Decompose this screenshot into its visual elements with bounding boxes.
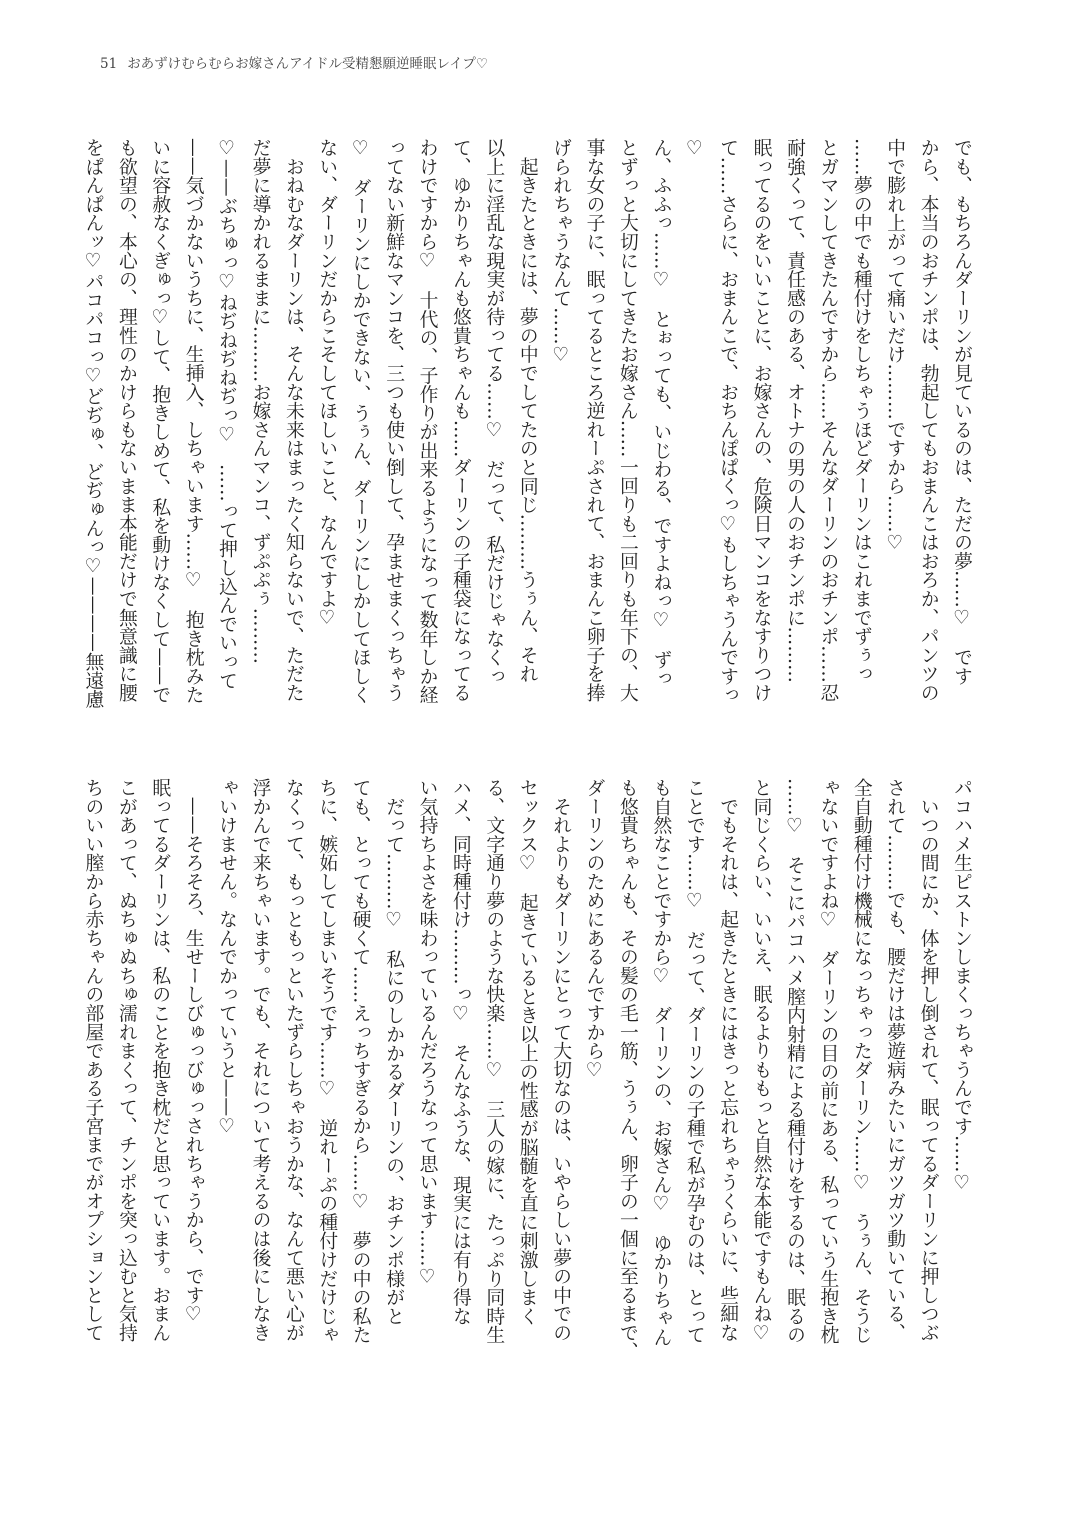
text-column: ゃないですよね♡ ダーリンの目の前にある、私っていう生抱き枕 bbox=[817, 778, 839, 1344]
text-column: おねむなダーリンは、そんな未来はまったく知らないで、ただた bbox=[282, 138, 304, 702]
text-column: パコハメ生ピストンしまくっちゃうんです……♡ bbox=[951, 778, 972, 1194]
page-number: 51 bbox=[100, 56, 118, 72]
text-column: ……♡ そこにパコハメ膣内射精による種付けをするのは、眠るの bbox=[783, 778, 805, 1344]
text-column: とずっと大切にしてきたお嫁さん……一回りも二回りも年下の、大 bbox=[616, 138, 638, 702]
text-column: から、本当のおチンポは、勃起してもおまんこはおろか、パンツの bbox=[917, 138, 939, 702]
text-column: でも、もちろんダーリンが見ているのは、ただの夢……♡ です bbox=[951, 138, 972, 686]
text-column: でもそれは、起きたときにはきっと忘れちゃうくらいに、些細な bbox=[717, 778, 739, 1342]
text-column: ハメ、同時種付け………っ♡ そんなふうな、現実には有り得な bbox=[449, 778, 471, 1326]
text-column: ♡ bbox=[683, 138, 705, 159]
text-column: ゃいけません。なんでかっていうと——♡ bbox=[216, 778, 238, 1138]
text-column: い気持ちよさを味わっているんだろうなって思います……♡ bbox=[416, 778, 438, 1288]
text-column: ♡ ダーリンにしかできない、うぅん、ダーリンにしかしてほしく bbox=[349, 138, 371, 704]
text-column: げられちゃうなんて……♡ bbox=[550, 138, 572, 366]
text-column: ちに、嫉妬してしまいそうです……♡ 逆れーぷの種付けだけじゃ bbox=[316, 778, 338, 1344]
text-column: ことです……♡ だって、ダーリンの子種で私が孕むのは、とって bbox=[683, 778, 705, 1344]
text-column: 眠ってるダーリンは、私のことを抱き枕だと思っています。おまん bbox=[149, 778, 171, 1342]
text-column: 事な女の子に、眠ってるところ逆れーぷされて、おまんこ卵子を捧 bbox=[583, 138, 605, 702]
text-column: いに容赦なくぎゅっ♡して、抱きしめて、私を動けなくして——で bbox=[149, 138, 171, 704]
text-column: て……さらに、おまんこで、おちんぽぱくっ♡もしちゃうんですっ bbox=[717, 138, 739, 704]
text-column: ってない新鮮なマンコを、三つも使い倒して、孕ませまくっちゃう bbox=[383, 138, 405, 702]
text-column: と同じくらい、いいえ、眠るよりももっと自然な本能ですもんね♡ bbox=[750, 778, 772, 1344]
text-block-bottom bbox=[82, 778, 978, 1361]
text-column: も自然なことですから♡ ダーリンの、お嫁さん♡ ゆかりちゃん bbox=[650, 778, 672, 1347]
text-column: いつの間にか、体を押し倒されて、眠ってるダーリンに押しつぶ bbox=[917, 778, 939, 1342]
text-column: 以上に淫乱な現実が待ってる……♡ だって、私だけじゃなくっ bbox=[483, 138, 505, 686]
text-column: ん、ふふっ……♡ とぉっても、いじわる、ですよねっ♡ ずっ bbox=[650, 138, 672, 688]
text-column: ても、とっても硬くて……えっちすぎるから……♡ 夢の中の私た bbox=[349, 778, 371, 1344]
text-column: 中で膨れ上がって痛いだけ………ですから……♡ bbox=[884, 138, 906, 554]
text-column: て、ゆかりちゃんも悠貴ちゃんも……ダーリンの子種袋になってる bbox=[449, 138, 471, 702]
text-column: とガマンしてきたんですから……そんなダーリンのおチンポ……忍 bbox=[817, 138, 839, 702]
text-column: 浮かんで来ちゃいます。でも、それについて考えるのは後にしなき bbox=[249, 778, 271, 1342]
text-column: ダーリンのためにあるんですから♡ bbox=[583, 778, 605, 1081]
text-column: だって………♡ 私にのしかかるダーリンの、おチンポ様がと bbox=[383, 778, 405, 1326]
running-header bbox=[100, 52, 498, 72]
text-column: 全自動種付け機械になっちゃったダーリン……♡ うぅん、そうじ bbox=[850, 778, 872, 1344]
text-column: ♡——ぶちゅっ♡ねぢねぢねぢっ♡ ……って押し込んでいって bbox=[216, 138, 238, 690]
text-column: セックス♡ 起きているとき以上の性感が脳髄を直に刺激しまく bbox=[516, 778, 538, 1326]
text-column: だ夢に導かれるままに………お嫁さんマンコ、ずぷぷぅ……… bbox=[249, 138, 271, 665]
text-column: こがあって、ぬちゅぬちゅ濡れまくって、チンポを突っ込むと気持 bbox=[115, 778, 137, 1342]
text-column: されて………でも、腰だけは夢遊病みたいにガツガツ動いている、 bbox=[884, 778, 906, 1342]
text-column: ……夢の中でも種付けをしちゃうほどダーリンはこれまでずぅっ bbox=[850, 138, 872, 683]
text-block-top bbox=[82, 138, 978, 709]
text-column: なくって、もっともっといたずらしちゃおうかな、なんて悪い心が bbox=[282, 778, 304, 1342]
text-column: 耐強くって、責任感のある、オトナの男の人のおチンポに……… bbox=[783, 138, 805, 683]
text-column: 眠ってるのをいいことに、お嫁さんの、危険日マンコをなすりつけ bbox=[750, 138, 772, 702]
text-column: る、文字通り夢のような快楽……♡ 三人の嫁に、たっぷり同時生 bbox=[483, 778, 505, 1344]
text-column: ——気づかないうちに、生挿入、しちゃいます……♡ 抱き枕みた bbox=[182, 138, 204, 704]
text-column: それよりもダーリンにとって大切なのは、いやらしい夢の中での bbox=[550, 778, 572, 1342]
text-column: ない、ダーリンだからこそしてほしいこと、なんですよ♡ bbox=[316, 138, 338, 629]
text-column: も欲望の、本心の、理性のかけらもないまま本能だけで無意識に腰 bbox=[115, 138, 137, 702]
text-column: ちのいい膣から赤ちゃんの部屋である子宮までがオプションとして bbox=[82, 778, 104, 1342]
text-column: をぱんぱんッ♡パコパコっ♡どぢゅ、どぢゅんっ♡————無遠慮 bbox=[82, 138, 104, 709]
text-column: 起きたときには、夢の中でしてたのと同じ………うぅん、それ bbox=[516, 138, 538, 683]
text-column: ——そろそろ、生せーしびゅっびゅっされちゃうから、です♡ bbox=[182, 778, 204, 1326]
book-title: おあずけむらむらお嫁さんアイドル受精懇願逆睡眠レイプ♡ bbox=[127, 56, 488, 72]
text-column: わけですから♡ 十代の、子作りが出来るようになって数年しか経 bbox=[416, 138, 438, 704]
text-column: も悠貴ちゃんも、その髪の毛一筋、うぅん、卵子の一個に至るまで、 bbox=[616, 778, 638, 1361]
